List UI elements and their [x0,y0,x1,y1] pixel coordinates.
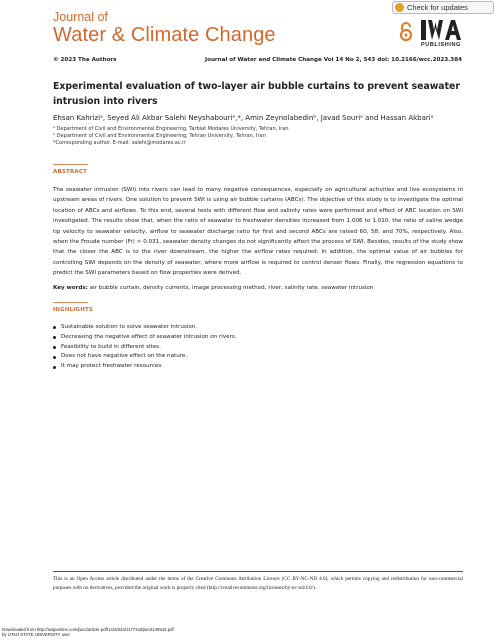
crossmark-icon [395,3,404,12]
abstract-heading: ABSTRACT [53,169,88,175]
highlights-heading: HIGHLIGHTS [53,307,94,313]
publisher-name: PUBLISHING [421,42,461,48]
highlights-divider [53,302,88,303]
bullet-icon [53,336,56,339]
keywords-text: air bubble curtain, density currents, image processing method, river, salinity rate, seawater intrusion [87,285,374,291]
list-item [53,362,237,372]
footer-divider [53,571,463,572]
author-list: Ehsan Kahriziᵃ, Seyed Ali Akbar Salehi Neyshabouriᵃ,*, Amin Zeynolabedinᵇ, Javad Souriᵃ and Hassan Akbariᵃ [53,114,434,122]
open-access-icon [399,22,413,42]
affiliation-b: ᵇ Department of Civil and Environmental Engineering, Tehran University, Tehran, Iran [53,133,266,139]
abstract-divider [53,164,88,165]
list-item [53,333,237,343]
bullet-icon [53,346,56,349]
bullet-icon [53,366,56,369]
download-notice [2,627,174,637]
corresponding-author: *Corresponding author. E-mail: salehi@modares.ac.ir [53,140,186,146]
bullet-icon [53,356,56,359]
download-line-1: Downloaded from http://iwaponline.com/jwcc/article-pdf/14/2/543/1177443/jwc0140543.pdf [2,627,174,632]
affiliation-a: ᵃ Department of Civil and Environmental Engineering, Tarbiat Modares University, Tehran, Iran [53,126,289,132]
check-for-updates-label: Check for updates [407,3,468,12]
highlight-text: It may protect freshwater resources. [61,363,164,370]
check-for-updates-button[interactable] [392,1,494,14]
list-item [53,323,237,333]
keywords-label: Key words: [53,285,88,291]
list-item [53,352,237,362]
journal-name-line2: Water & Climate Change [53,24,276,46]
highlights-list [53,323,237,372]
journal-name-line1: Journal of [53,10,108,24]
highlight-text: Sustainable solution to solve seawater intrusion. [61,324,198,330]
highlight-text: Decreasing the negative effect of seawater intrusion on rivers. [61,333,237,340]
abstract-text: The seawater intrusion (SWI) into rivers can lead to many negative consequences, especially on agricultural activities and live ecosystems in upstream areas of rivers. One solution to prevent SWI is using air bubble curtains (ABCs). The objective of this study is to investigate the optimal location of ABCs and airflows. To this end, several tests with different flow and salinity rates were performed and effect of ABC location on SWI investigated. The results show that, when the ratio of seawater to freshwater densities increased from 1.006 to 1.010, the ratio of saline wedge tip velocity to seawater velocity, airflow to seawater discharge ratio for first and second ABCs are raised 60, 58, and 70%, respectively. Also, when the Froude number (Fr) > 0.031, seawater density changes do not significantly affect the process of SWI. Besides, results of the study show that the closer the ABC is to the river downstream, the higher the airflow rates required. In addition, the optimal value of air bubbles for controlling SWI depends on the density of seawater, where more airflow is required to control denser flows. Finally, the regression equations to predict the SWI parameters based on flow properties were derived. [53,187,463,277]
keywords [53,285,463,291]
license-notice: This is an Open Access article distributed under the terms of the Creative Commons Attribution Licence (CC BY-NC-ND 4.0), which permits copying and redistribution for non-commercial purposes with no derivatives, provided the original work is properly cited (http://creativecommons.org/licenses/by-nc-nd/4.0/). [53,576,463,591]
highlight-text: Feasibility to build in different sites. [61,343,161,350]
highlight-text: Does not have negative effect on the nature. [61,353,188,360]
journal-citation: Journal of Water and Climate Change Vol 14 No 2, 543 doi: 10.2166/wcc.2023.384 [205,57,462,63]
iwa-publishing-logo [421,18,463,44]
bullet-icon [53,326,56,329]
download-line-2: by UTAH STATE UNIVERSITY user [2,632,70,637]
list-item [53,343,237,353]
article-title: Experimental evaluation of two-layer air bubble curtains to prevent seawater intrusion into rivers [53,81,460,107]
copyright-notice: © 2023 The Authors [53,57,117,63]
